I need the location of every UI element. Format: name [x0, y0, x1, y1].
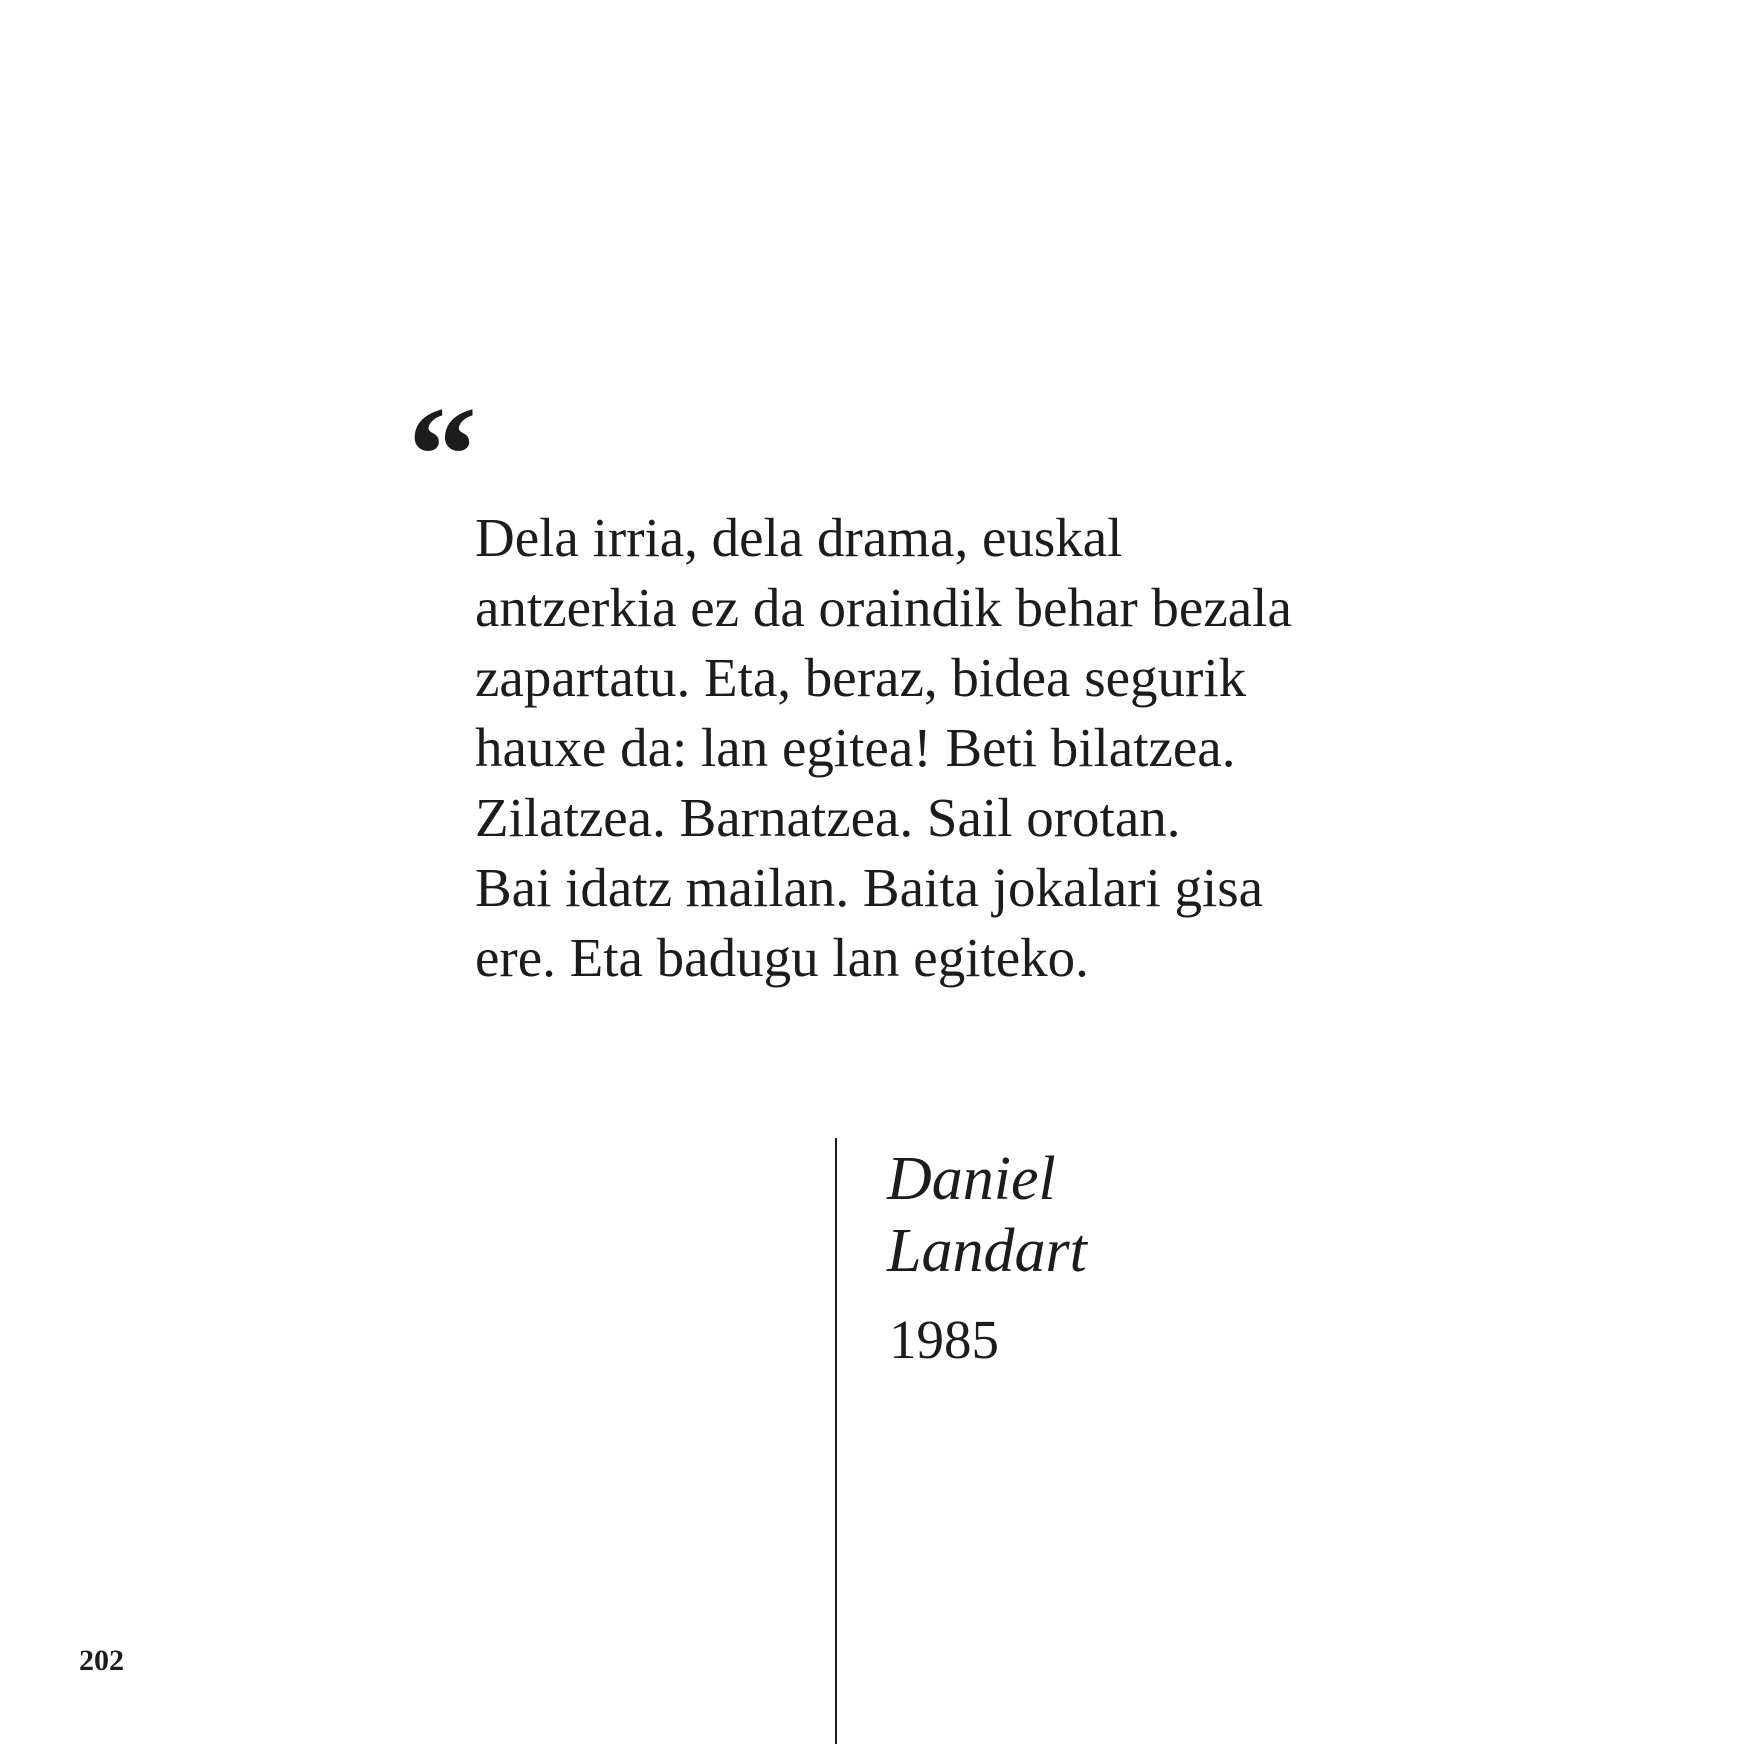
- author-last-name: Landart: [887, 1217, 1087, 1285]
- page-number: 202: [79, 1644, 124, 1677]
- quote-year: 1985: [889, 1309, 999, 1370]
- quote-line: antzerkia ez da oraindik behar bezala: [475, 577, 1292, 638]
- author-name: [887, 1143, 1087, 1287]
- quote-line: ere. Eta badugu lan egiteko.: [475, 927, 1089, 988]
- quote-line: zapartatu. Eta, beraz, bidea segurik: [475, 647, 1247, 708]
- quote-line: hauxe da: lan egitea! Beti bilatzea.: [475, 717, 1236, 778]
- vertical-divider: [835, 1138, 837, 1744]
- quote-line: Dela irria, dela drama, euskal: [475, 507, 1123, 568]
- quote-text: [475, 503, 1455, 993]
- author-first-name: Daniel: [887, 1145, 1056, 1213]
- quote-line: Zilatzea. Barnatzea. Sail orotan.: [475, 787, 1181, 848]
- opening-quote-mark: “: [408, 378, 477, 531]
- quote-line: Bai idatz mailan. Baita jokalari gisa: [475, 857, 1264, 918]
